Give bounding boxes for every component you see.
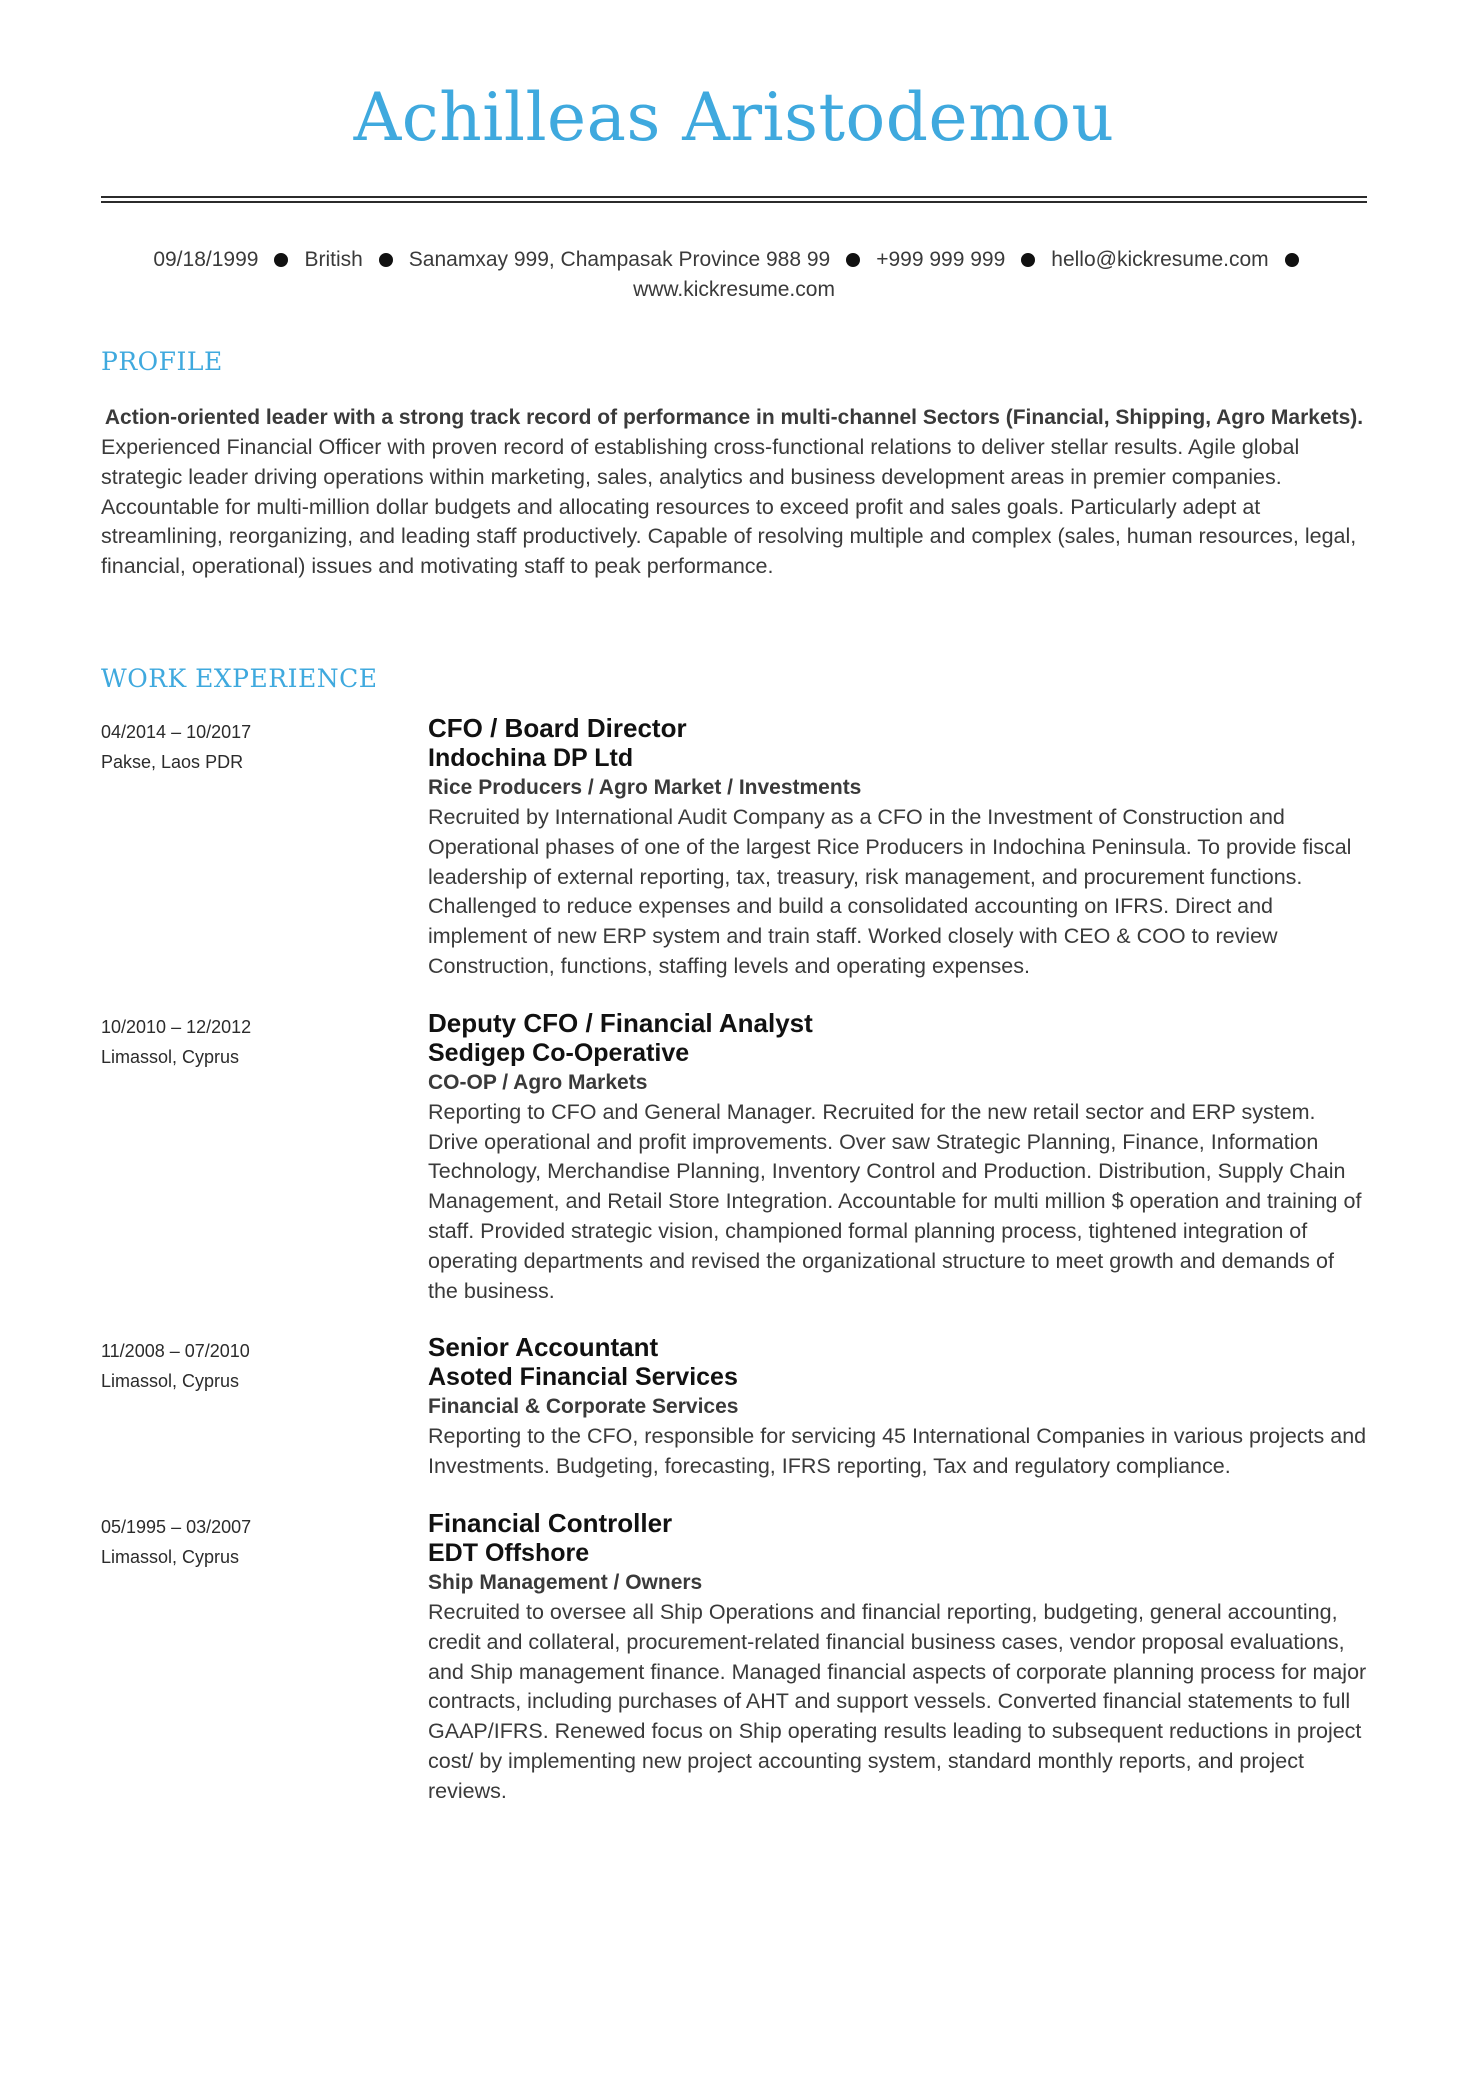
job-details [428, 1332, 1367, 1482]
bullet-icon [379, 253, 393, 267]
job-location: Limassol, Cyprus [101, 1371, 240, 1392]
job-meta [101, 1008, 428, 1307]
job-location: Pakse, Laos PDR [101, 751, 244, 772]
job-title: Financial Controller [428, 1507, 673, 1538]
job-meta [101, 713, 428, 982]
birthdate: 09/18/1999 [153, 248, 259, 271]
job-details [428, 1008, 1367, 1307]
job-description: Recruited to oversee all Ship Operations and financial reporting, budgeting, general accounting, credit and collateral, procurement-related financial business cases, vendor proposal evaluations, and Ship management finance. Managed financial aspects of corporate planning process for major contracts, including purchases of AHT and support vessels. Converted financial statements to full GAAP/IFRS. Renewed focus on Ship operating results leading to subsequent reductions in project cost/ by implementing new project accounting system, standard monthly reports, and project reviews. [428, 1599, 1367, 1803]
nationality: British [304, 248, 363, 271]
job-entry [101, 713, 1367, 982]
job-meta [101, 1508, 428, 1807]
contact-line [101, 245, 1367, 305]
profile-summary: Experienced Financial Officer with proven record of establishing cross-functional relations to deliver stellar results. Agile global strategic leader driving operations within marketing, sales, analytics and business development areas in premier companies. Accountable for multi-million dollar budgets and allocating resources to exceed profit and sales goals. Particularly adept at streamlining, reorganizing, and leading staff productively. Capable of resolving multiple and complex (sales, human resources, legal, financial, operational) issues and motivating staff to peak performance. [101, 435, 1357, 579]
job-company: Asoted Financial Services [428, 1363, 738, 1392]
job-entry [101, 1008, 1367, 1307]
job-title: Senior Accountant [428, 1332, 659, 1363]
job-title: CFO / Board Director [428, 712, 687, 743]
job-company: Sedigep Co-Operative [428, 1038, 690, 1067]
job-dates: 04/2014 – 10/2017 [101, 721, 252, 742]
profile-lead: Action-oriented leader with a strong track record of performance in multi-channel Sectors (Financial, Shipping, Agro Markets). [104, 406, 1364, 429]
bullet-icon [1285, 253, 1299, 267]
candidate-name: Achilleas Aristodemou [353, 79, 1115, 156]
work-experience-heading: WORK EXPERIENCE [101, 663, 378, 693]
job-dates: 10/2010 – 12/2012 [101, 1016, 252, 1037]
address: Sanamxay 999, Champasak Province 988 99 [408, 248, 831, 271]
job-entry [101, 1332, 1367, 1482]
job-details [428, 713, 1367, 982]
job-dates: 11/2008 – 07/2010 [101, 1341, 250, 1362]
bullet-icon [1021, 253, 1035, 267]
job-description: Recruited by International Audit Company as a CFO in the Investment of Construction and Operational phases of one of the largest Rice Producers in Indochina Peninsula. To provide fiscal leadership of external reporting, tax, treasury, risk management, and procurement functions. Challenged to reduce expenses and build a consolidated accounting on IFRS. Direct and implement of new ERP system and train staff. Worked closely with CEO & COO to review Construction, functions, staffing levels and operating expenses. [428, 804, 1352, 978]
job-meta [101, 1332, 428, 1482]
job-location: Limassol, Cyprus [101, 1046, 240, 1067]
email: hello@kickresume.com [1051, 248, 1269, 271]
job-sector: Rice Producers / Agro Market / Investments [428, 775, 862, 799]
job-sector: Ship Management / Owners [428, 1570, 703, 1594]
header-divider [101, 196, 1367, 203]
job-title: Deputy CFO / Financial Analyst [428, 1007, 813, 1038]
job-description: Reporting to the CFO, responsible for servicing 45 International Companies in various projects and Investments. Budgeting, forecasting, IFRS reporting, Tax and regulatory compliance. [428, 1424, 1367, 1479]
job-company: Indochina DP Ltd [428, 743, 634, 772]
job-entry [101, 1508, 1367, 1807]
job-location: Limassol, Cyprus [101, 1546, 240, 1567]
job-details [428, 1508, 1367, 1807]
job-list [101, 713, 1367, 1807]
job-sector: Financial & Corporate Services [428, 1395, 739, 1419]
profile-heading: PROFILE [101, 347, 223, 376]
job-dates: 05/1995 – 03/2007 [101, 1516, 252, 1537]
job-sector: CO-OP / Agro Markets [428, 1070, 648, 1094]
website: www.kickresume.com [633, 278, 835, 301]
bullet-icon [274, 253, 288, 267]
bullet-icon [846, 253, 860, 267]
job-description: Reporting to CFO and General Manager. Recruited for the new retail sector and ERP system. Drive operational and profit improvements. Over saw Strategic Planning, Finance, Information Technology, Merchandise Planning, Inventory Control and Production. Distribution, Supply Chain Management, and Retail Store Integration. Accountable for multi million $ operation and training of staff. Provided strategic vision, championed formal planning process, tightened integration of operating departments and revised the organizational structure to meet growth and demands of the business. [428, 1099, 1362, 1303]
job-company: EDT Offshore [428, 1538, 590, 1567]
phone: +999 999 999 [876, 248, 1006, 271]
